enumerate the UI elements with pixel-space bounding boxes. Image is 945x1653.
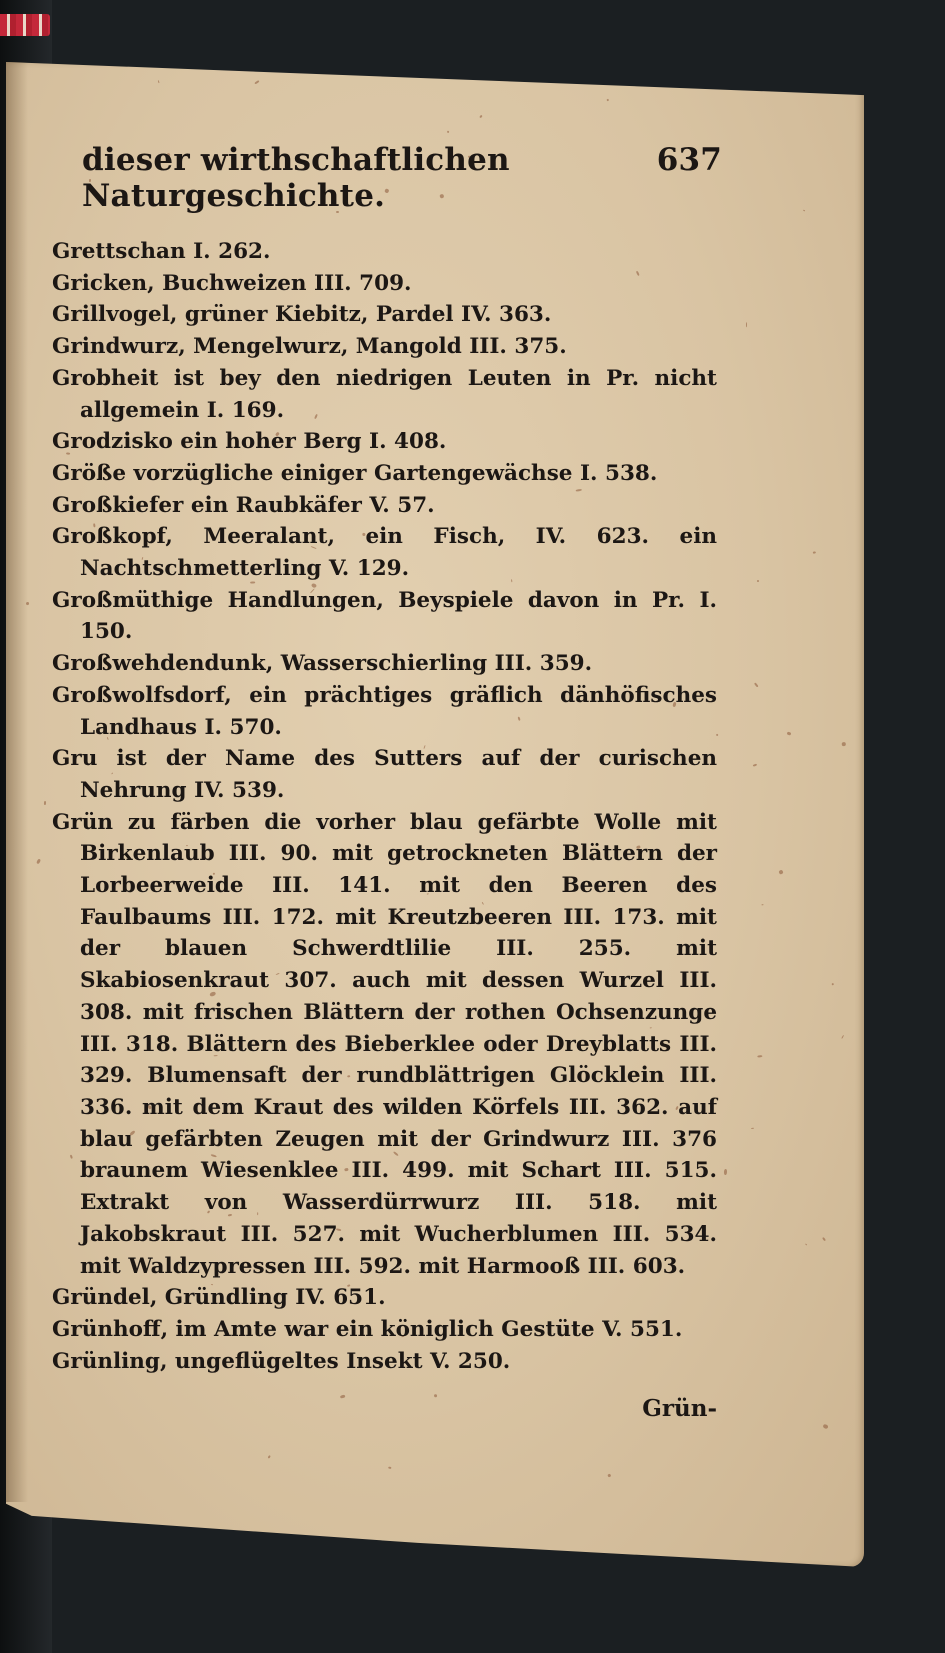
- bookmark-ribbon: [0, 14, 50, 36]
- running-head-title: dieser wirthschaftlichen Naturgeschichte.: [82, 142, 510, 214]
- index-entry: Grobheit ist bey den niedrigen Leuten in Pr. nicht allgemein I. 169.: [52, 365, 717, 423]
- index-entry: Grün zu färben die vorher blau gefärbte Wolle mit Birkenlaub III. 90. mit getrockneten Blättern der Lorbeerweide III. 141. mit den Beeren des Faulbaums III. 172. mit Kreutzbeeren III. 173. mit der blauen Schwerdtlilie III. 255. mit Skabiosenkraut 307. auch mit dessen Wurzel III. 308. mit frischen Blättern der rothen Ochsenzunge III. 318. Blättern des Bieberklee oder Dreyblatts III. 329. Blumensaft der rundblättrigen Glöcklein III. 336. mit dem Kraut des wilden Körfels III. 362. auf blau gefärbten Zeugen mit der Grindwurz III. 376 braunem Wiesenklee III. 499. mit Schart III. 515. Extrakt von Wasserdürrwurz III. 518. mit Jakobskraut III. 527. mit Wucherblumen III. 534. mit Waldzypressen III. 592. mit Harmooß III. 603.: [52, 809, 717, 1279]
- index-entry: Grillvogel, grüner Kiebitz, Pardel IV. 363.: [52, 302, 552, 328]
- paper-speck: [832, 983, 834, 985]
- index-entry: Grodzisko ein hoher Berg I. 408.: [52, 429, 447, 455]
- catchword: Grün-: [642, 1395, 717, 1423]
- index-entry: Großwolfsdorf, ein prächtiges gräflich dänhöfisches Landhaus I. 570.: [52, 682, 717, 740]
- index-entry: Gricken, Buchweizen III. 709.: [52, 270, 412, 296]
- spine-shadow: [6, 62, 28, 1502]
- index-entry: Grünling, ungeflügeltes Insekt V. 250.: [52, 1348, 511, 1374]
- index-entry: Großkopf, Meeralant, ein Fisch, IV. 623. ein Nachtschmetterling V. 129.: [52, 524, 717, 582]
- page-content: [52, 142, 722, 1423]
- index-entry: Gründel, Gründling IV. 651.: [52, 1285, 386, 1311]
- index-entry: Großkiefer ein Raubkäfer V. 57.: [52, 492, 435, 518]
- paper-speck: [724, 1169, 727, 1175]
- index-entry: Grindwurz, Mengelwurz, Mangold III. 375.: [52, 334, 567, 360]
- index-entry: Grünhoff, im Amte war ein königlich Gestüte V. 551.: [52, 1316, 683, 1342]
- index-entries: [52, 236, 717, 1377]
- index-entry: Gru ist der Name des Sutters auf der curischen Nehrung IV. 539.: [52, 746, 717, 803]
- running-head: [82, 142, 722, 214]
- paper-speck: [388, 1466, 391, 1468]
- index-entry: Größe vorzügliche einiger Gartengewächse I. 538.: [52, 460, 658, 486]
- paper-speck: [842, 742, 846, 746]
- paper-speck: [25, 601, 29, 605]
- index-entry: Großwehdendunk, Wasserschierling III. 359.: [52, 651, 593, 677]
- page-number: 637: [656, 142, 722, 178]
- index-entry: Grettschan I. 262.: [52, 239, 271, 264]
- index-entry: Großmüthige Handlungen, Beyspiele davon in Pr. I. 150.: [52, 587, 717, 645]
